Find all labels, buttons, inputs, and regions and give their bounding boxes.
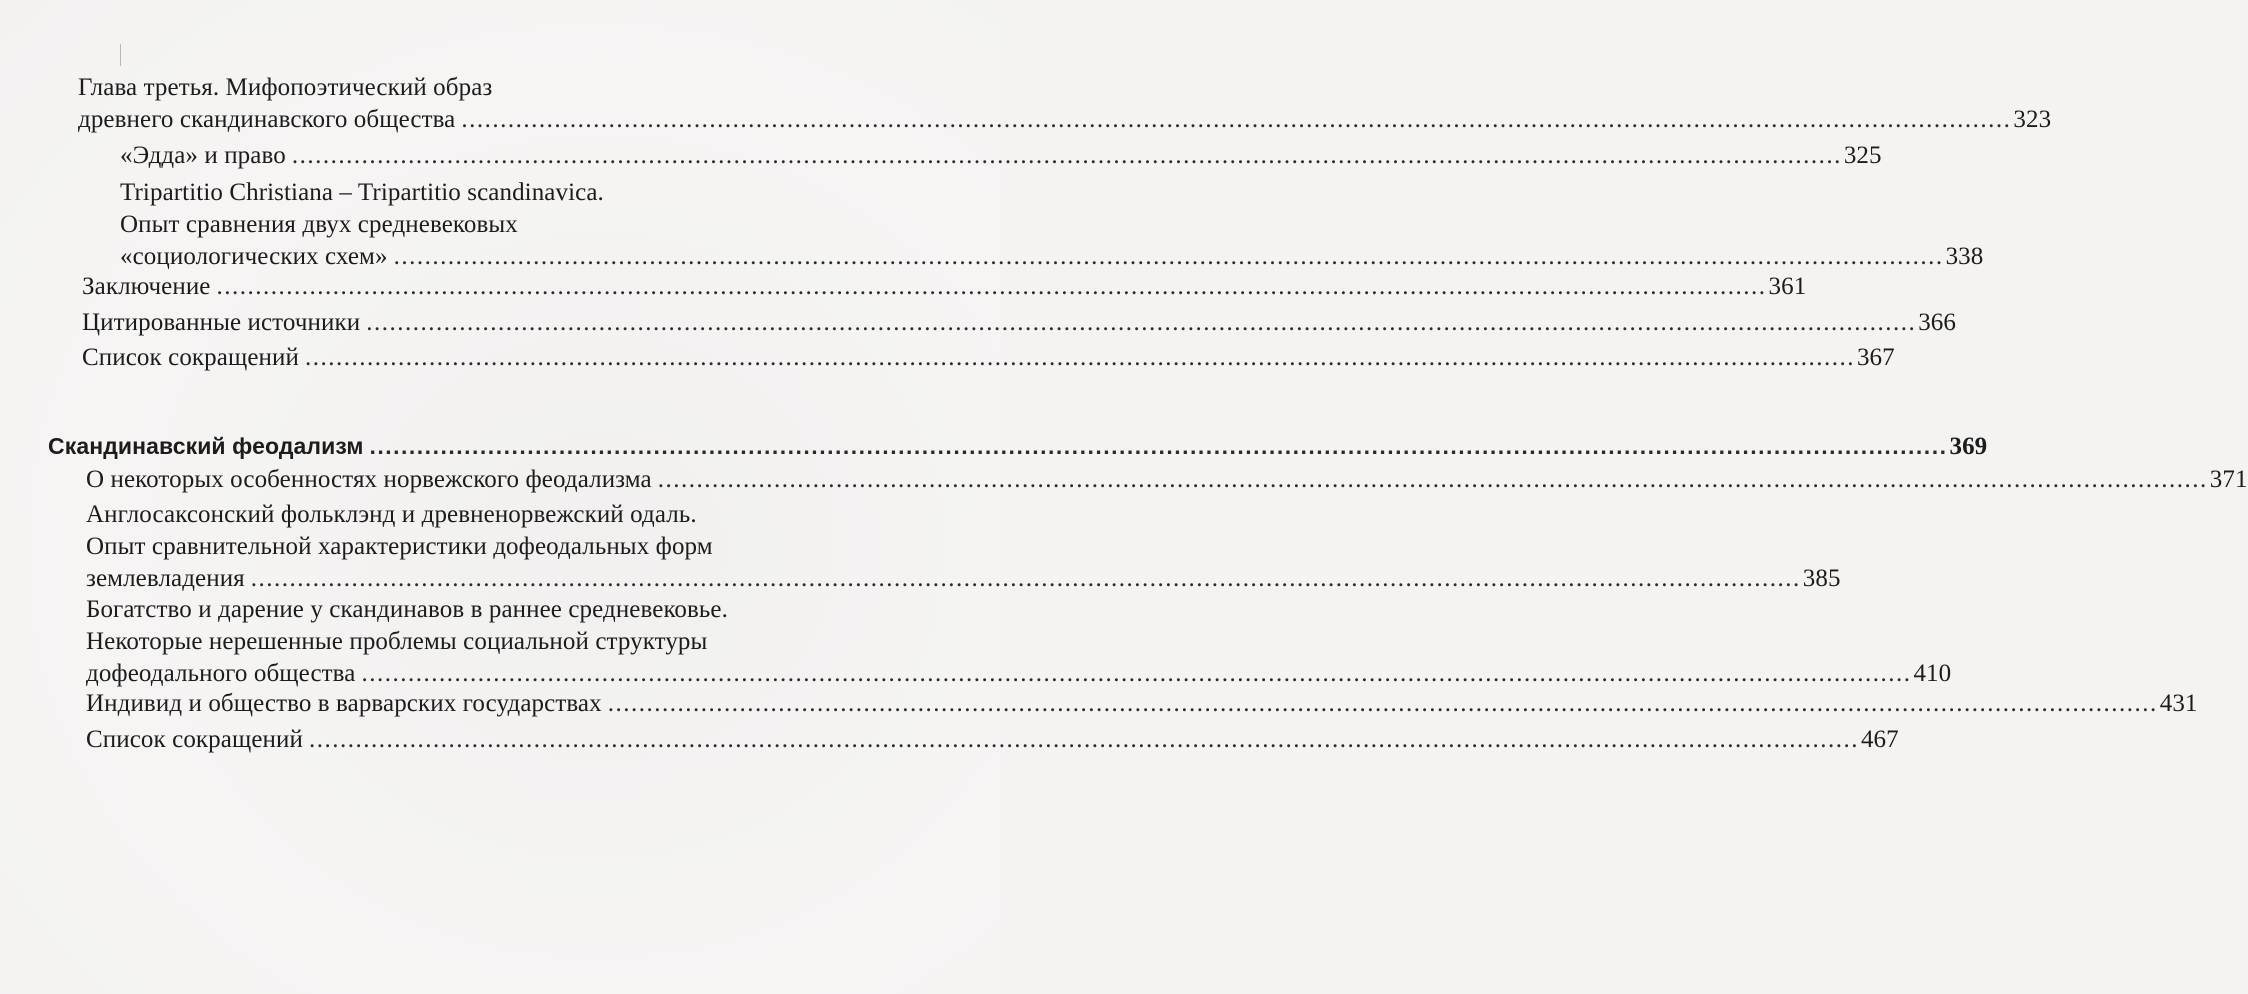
toc-entry-conclusion [82,271,1807,303]
toc-entry-title-line: Глава третья. Мифопоэтический образ [78,74,493,101]
toc-entry-title-line: Tripartitio Christiana – Tripartitio scandinavica. [120,179,604,206]
page-number: 371 [2209,466,2248,493]
toc-entry-title-end: О некоторых особенностях норвежского феодализма [86,466,652,493]
toc-entry-last-line [86,688,2198,720]
toc-entry-individual-and-society [86,688,2198,720]
margin-tick-mark [120,44,121,66]
dot-leader: ........................................................................................................................................................................................................ [304,344,1855,371]
toc-entry-last-line [120,140,1882,172]
page-number: 467 [1860,726,1899,753]
dot-leader: ........................................................................................................................................................................................................ [657,466,2208,493]
page-number: 431 [2159,690,2198,717]
toc-entry-wealth-and-gift [86,594,1952,690]
dot-leader: ........................................................................................................................................................................................................ [216,273,1767,300]
dot-leader: ........................................................................................................................................................................................................ [308,726,1859,753]
page-number: 385 [1802,565,1841,592]
toc-entry-title-line: Некоторые нерешенные проблемы социальной структуры [86,628,708,655]
page-number: 361 [1768,273,1807,300]
toc-entry-title-line: Богатство и дарение у скандинавов в раннее средневековье. [86,596,728,623]
dot-leader: ........................................................................................................................................................................................................ [361,660,1912,687]
toc-entry-title-end: Список сокращений [82,344,299,371]
dot-leader: ........................................................................................................................................................................................................ [393,243,1944,270]
page-number: 369 [1949,433,1988,460]
toc-entry-last-line [48,430,1988,463]
toc-entry-title-line: Опыт сравнительной характеристики дофеодальных форм [86,533,713,560]
toc-entry-last-line [86,563,1841,595]
toc-entry-last-line [78,104,2052,136]
toc-entry-title-end: Список сокращений [86,726,303,753]
dot-leader: ........................................................................................................................................................................................................ [369,433,1948,459]
dot-leader: ........................................................................................................................................................................................................ [250,565,1801,592]
toc-entry-title-end: Цитированные источники [82,309,361,336]
dot-leader: ........................................................................................................................................................................................................ [461,106,2012,133]
toc-entry-chapter-three [78,72,2052,136]
toc-entry-last-line [82,307,1957,339]
page-number: 338 [1945,243,1984,270]
toc-entry-title-end: Индивид и общество в варварских государствах [86,690,602,717]
page-number: 323 [2013,106,2052,133]
toc-entry-title-end: землевладения [86,565,245,592]
toc-entry-title-line: Опыт сравнения двух средневековых [120,211,518,238]
toc-entry-norwegian-feudalism [86,464,2248,496]
page-number: 410 [1913,660,1952,687]
toc-entry-last-line [86,464,2248,496]
toc-entry-title-end: древнего скандинавского общества [78,106,456,133]
toc-entry-edda-and-law [120,140,1882,172]
dot-leader: ........................................................................................................................................................................................................ [366,309,1917,336]
toc-entry-title-end: Заключение [82,273,211,300]
toc-entry-abbreviations [82,342,1895,374]
toc-entry-last-line [86,724,1899,756]
page-number: 367 [1856,344,1895,371]
toc-entry-abbreviations-2 [86,724,1899,756]
dot-leader: ........................................................................................................................................................................................................ [291,142,1842,169]
toc-entry-cited-sources [82,307,1957,339]
toc-entry-title-line: Англосаксонский фольклэнд и древненорвежский одаль. [86,501,697,528]
toc-entry-folkland-odal [86,499,1841,595]
toc-entry-last-line [120,241,1984,273]
section-heading-title: Скандинавский феодализм [48,433,364,459]
toc-entry-last-line [86,658,1952,690]
toc-entry-title-end: «социологических схем» [120,243,388,270]
dot-leader: ........................................................................................................................................................................................................ [607,690,2158,717]
toc-section-heading [48,430,1988,463]
toc-entry-last-line [82,271,1807,303]
page-number: 366 [1918,309,1957,336]
toc-entry-tripartitio [120,177,1984,273]
toc-entry-title-end: «Эдда» и право [120,142,286,169]
toc-entry-last-line [82,342,1895,374]
page-number: 325 [1843,142,1882,169]
toc-entry-title-end: дофеодального общества [86,660,356,687]
